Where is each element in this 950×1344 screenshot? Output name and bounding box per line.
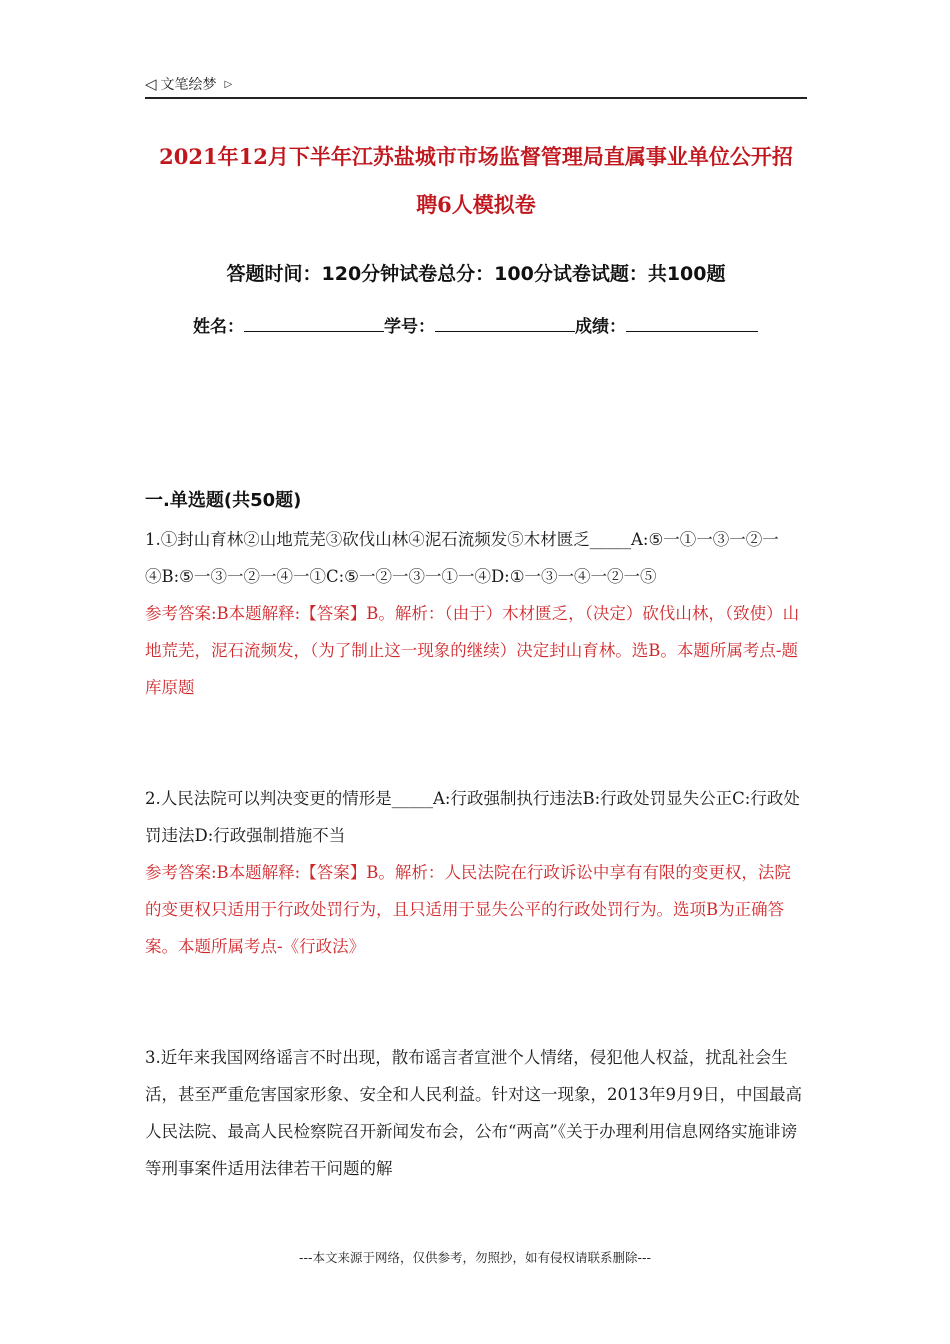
name-blank bbox=[244, 317, 384, 332]
section-title: 一.单选题(共50题) bbox=[145, 490, 302, 511]
question-text: 3.近年来我国网络谣言不时出现，散布谣言者宣泄个人情绪，侵犯他人权益，扰乱社会生活，甚至严重危害国家形象、安全和人民利益。针对这一现象，2013年9月9日，中国最高人民法院、最高人民检察院召开新闻发布会，公布“两高”《关于办理利用信息网络实施诽谤等刑事案件适用法律若干问题的解 bbox=[145, 1048, 802, 1178]
brand-name: 文笔绘梦 bbox=[160, 77, 217, 93]
document-title bbox=[140, 133, 812, 229]
question-text: 2.人民法院可以判决变更的情形是_____A:行政强制执行违法B:行政处罚显失公正C:行政处罚违法D:行政强制措施不当 bbox=[145, 789, 800, 845]
answer-explanation: 参考答案:B本题解释:【答案】B。解析：（由于）木材匮乏，（决定）砍伐山林，（致使）山地荒芜，泥石流频发，（为了制止这一现象的继续）决定封山育林。选B。本题所属考点-题库原题 bbox=[145, 604, 800, 697]
header-divider bbox=[145, 97, 807, 99]
left-triangle-icon: ◁ bbox=[145, 75, 157, 93]
question-text: 1.①封山育林②山地荒芜③砍伐山林④泥石流频发⑤木材匮乏_____A:⑤一①一③一②一④B:⑤一③一②一④一①C:⑤一②一③一①一④D:①一③一④一②一⑤ bbox=[145, 530, 779, 586]
page-header bbox=[145, 74, 807, 94]
question-list bbox=[145, 521, 807, 1187]
answer-explanation: 参考答案:B本题解释:【答案】B。解析：人民法院在行政诉讼中享有有限的变更权，法院的变更权只适用于行政处罚行为，且只适用于显失公平的行政处罚行为。选项B为正确答案。本题所属考点-《行政法》 bbox=[145, 863, 791, 956]
score-blank bbox=[626, 317, 758, 332]
score-label: 成绩： bbox=[575, 317, 626, 337]
right-triangle-icon: ▷ bbox=[224, 78, 233, 90]
name-label: 姓名： bbox=[193, 317, 244, 337]
exam-meta: 答题时间：120分钟试卷总分：100分试卷试题：共100题 bbox=[226, 263, 726, 285]
footer-note: ---本文来源于网络，仅供参考，勿照抄，如有侵权请联系删除--- bbox=[298, 1250, 652, 1265]
id-blank bbox=[435, 317, 575, 332]
student-fields bbox=[193, 312, 813, 337]
id-label: 学号： bbox=[384, 317, 435, 337]
title-line-1: 2021年12月下半年江苏盐城市市场监督管理局直属事业单位公开招 bbox=[159, 144, 793, 169]
title-line-2: 聘6人模拟卷 bbox=[416, 192, 536, 217]
